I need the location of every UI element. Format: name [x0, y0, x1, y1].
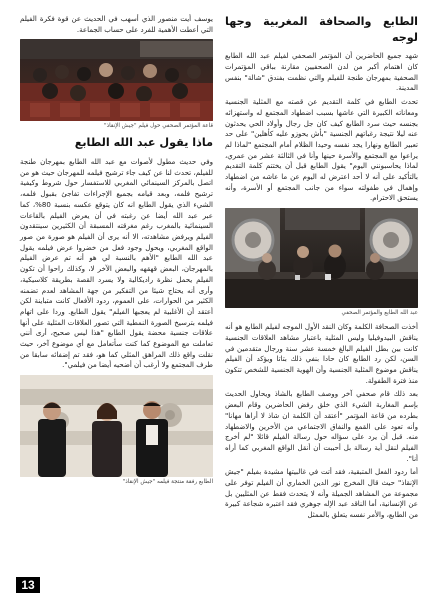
page-number: 13: [16, 577, 40, 593]
photo-caption: عبد الله الطابع والمؤتمر الصحفي: [341, 310, 418, 317]
photo-caption: الطابع رفقة منتجة فيلمه "جيش الإنقاذ": [122, 479, 213, 486]
audience-photo-graphic: [20, 39, 213, 121]
paragraph: تحدث الطابع في كلمة التقديم عن قصته مع المثلية الجنسية ومعاناته الكبيرة التي عاشها بسبب اضطهاد المجتمع له واستهزائه بجنسه حيث سرد الطابع كيف كان جل رجال وأولاد الحي يحدثون عنه ليلا نتيجة رغباتهم الجنسية "بأش يحوزو عليه كأهلين" على حد تعبير الطابع ونهارا يجد نفسه وحيدا الظلام أمام المجتمع "لماذا لم يراعوا مع المجتمع والأسرة حينها وأنا في الثالثة عشر من عمري، لماذا يحاسبونني اليوم" يقول الطابع قبل أن يختتم كلمة التقديم بالتأكيد على أنه لا أحد اعترض له اليوم عن ما عاشه من اضطهاد وإهمال في طفولته سواء من جانب المجتمع أو الأسرة، وأنه يستحق الاحترام.: [225, 97, 418, 203]
director-producer-photo: [20, 375, 213, 477]
press-conference-photo-graphic: [225, 208, 418, 308]
article-heading: الطابع والصحافة المغربية وجها لوجه: [225, 15, 418, 44]
paragraph: وفي حديث مطول لأصوات مع عبد الله الطابع بمهرجان طنجة للفيلم، تحدث لنا عن كيف جاء ترشيح فيلمه للمهرجان حيث هو من اتصل بالمركز السينمائي المغربي للاستفسار حول شروط وكيفية ترشيح فلمه، وبعد قيامه بجميع الإجراءات تفاجئ بقبول فلمه، الشيء الذي يقول الطابع انه كان يتوقع عكسه بنسبة 80%، كما عبر عبد الله أيضا عن رغبته في أن يعرض الفيلم بالقاعات السينمائية بالمغرب رغم مغرقته المسبقة أن الكثيرين سينتقدون الفيلم ويرفض مشاهدته، الا أنه يرى أن الفيلم هو صورة من صور الواقع المغربي، ويحول وجود فعل من خضروا عرض فيلمه يقول عبد الله الطابع "الأهم بالنسبة لي هو أنه تم عرض الفيلم بالمهرجان، البعض قهقهه والبعض الآخر لا، وكذلك راحوا أن تكون الفيلم يحمل نظرة راديكالية ولا يسرد القصة بطريقة كلاسيكية، وأرى أنه يحتاج شيئا من التفكير من جهة المشاهد لعدم تضمنه الكثير من الحوارات، على العموم، ردود الأفعال كانت متباينة لكن أعتقد أن الأغلبية لم يعجبها الفيلم" يقول الطابع. وردا على اتهام فيلمه بترسيخ الصورة النمطية التي تصور العلاقات المثلية على أنها علاقات جنسية محضة يقول الطابع "هذا ليس صحيح، أرى أنني تعاملت مع الموضوع كما كنت سأتعامل مع أي موضوع آخر، حيث نقلت واقع ذلك المراهق المثلي كما هو، فقد تم إضفائه سابقا من طرف المجتمع ولا أرغب أن أضحيه أيضا من فيلمي".: [20, 157, 213, 370]
audience-photo: [20, 39, 213, 121]
paragraph: أخذت الصحافة الكلمة وكان النقد الأول الموجه لفيلم الطابع هو أنه يناقش البيدوفيليا وليس المثلية باعتبار مشاهد العلاقات الجنسية كانت بين بطل الفيلم البالغ خمسة عشر سنة ورجال متقدمين في السن، لكن رد الطابع كان حادا بنفي ذلك بتاتا ويؤكد أن الفيلم يناقش موضوع المثلية الجنسية وأن الهوية الجنسية للشخص تتكون منذ فترة الطفولة.: [225, 322, 418, 385]
paragraph: يوسف أيت منصور الذي أسهب في الحديث عن قوة فكرة الفيلم التي أعطت الأهمية للفرد على حساب الجماعة.: [20, 14, 213, 34]
paragraph: أما ردود الفعل المتبقية، فقد أتت في غالبيتها مشيدة بفيلم "جيش الإنقاذ" حيث قال المخرج نور الدين الخماري أن الفيلم توفر على مجموعة من المشاهد الجميلة وأنه لا يتحدث فقط عن المثليين بل عن الإنسانية، أما الناقد عبد الإله جوهري فقد اعتبره شجاعة كبيرة من الطابع، والأمر نفسه يتعلق بالممثل: [225, 467, 418, 520]
paragraph: بعد ذلك قام صحفي آخر ووصف الطابع بالشاذ ويحاول الحديث بإسم المغاربة الشيء الذي خلق رفض الحاضرين وقام البعض بطرده من قاعة المؤتمر "أعتقد أن الكلمة ان شاذ لا أراها مهانا" وأنه تعود على القمع والنفاق الاجتماعي من الأخرين والاضطهاد منه. قبل أن يرد على سؤاله حول رسالة الفيلم قائلا "لم أخرج الفيلم لنقل أية رسالة بل أحببت أن أنقل الواقع المغربي كما أراه أنا".: [225, 389, 418, 463]
article-heading: ماذا يقول عبد الله الطابع: [74, 136, 213, 150]
press-conference-photo: [225, 208, 418, 308]
photo-caption: قاعة المؤتمر الصحفي حول فيلم "جيش الإنقاذ": [104, 123, 213, 130]
right-column: [225, 14, 418, 524]
paragraph: شهد جميع الحاضرين أن المؤتمر الصحفي لفيلم عبد الله الطابع كان اهتمام أكبر من لدن الصحفيين مقارنة بباقي المؤتمرات الصحفية بمهرجان طنجة للفيلم والتي نظمت بفندق "شالة" بنفس المدينة.: [225, 51, 418, 93]
director-producer-photo-graphic: [20, 375, 213, 477]
left-column: [20, 14, 213, 491]
